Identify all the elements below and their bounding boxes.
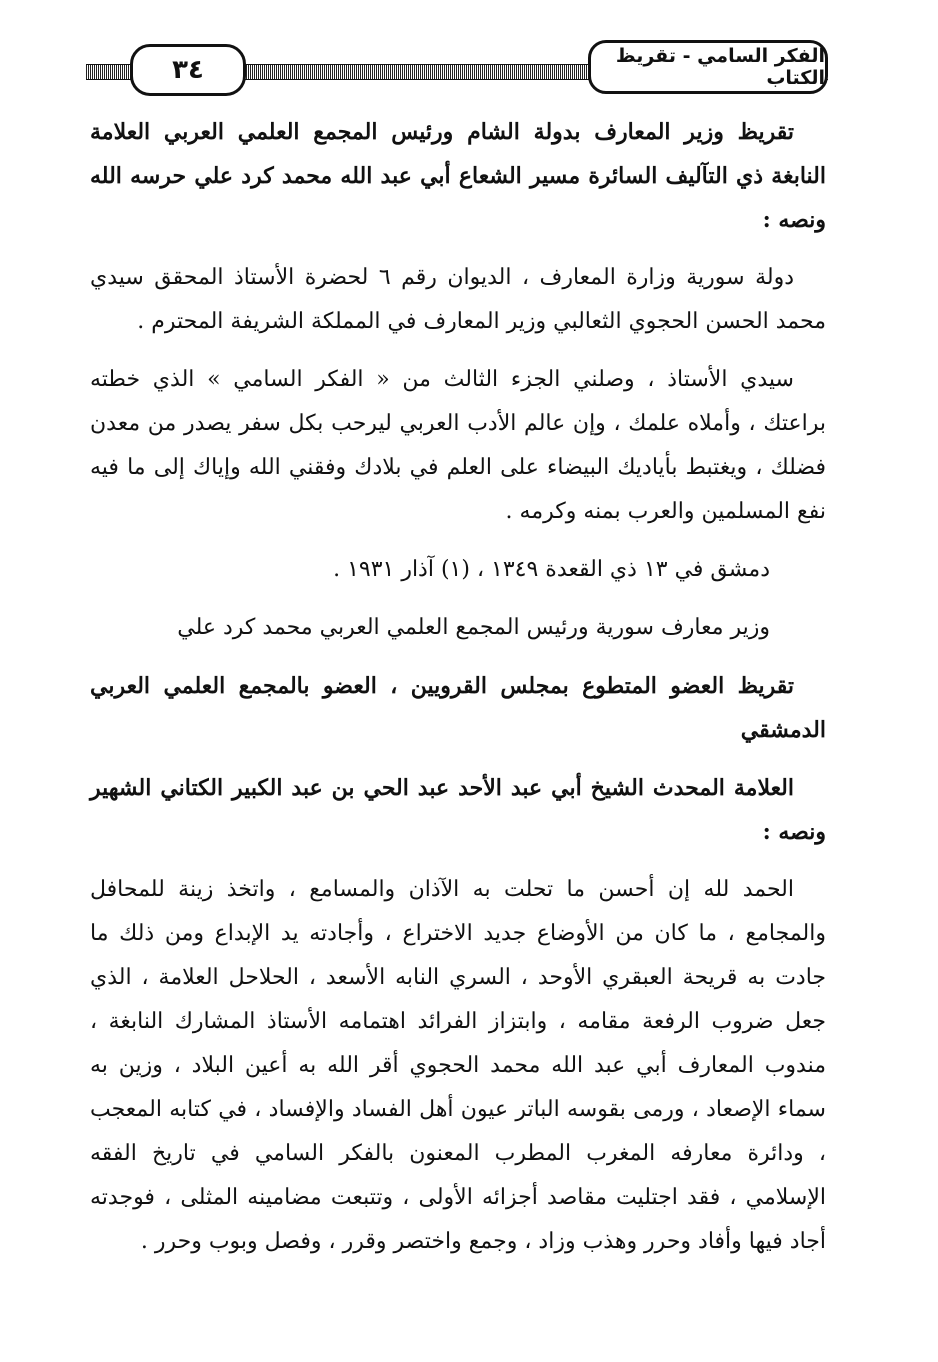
heading-first-endorsement: تقريظ وزير المعارف بدولة الشام ورئيس المجمع العلمي العربي العلامة النابغة ذي التآليف السائرة مسير الشعاع أبي عبد الله محمد كرد علي حرسه الله ونصه : — [90, 119, 826, 233]
heading-second-author: العلامة المحدث الشيخ أبي عبد الأحد عبد الحي بن عبد الكبير الكتاني الشهير ونصه : — [90, 775, 826, 845]
running-title-frame — [588, 40, 828, 94]
page-number-frame — [130, 44, 246, 96]
letter-date: دمشق في ١٣ ذي القعدة ١٣٤٩ ، (١) آذار ١٩٣١ . — [333, 557, 770, 582]
page-number: ٣٤ — [172, 55, 204, 85]
letter-body: سيدي الأستاذ ، وصلني الجزء الثالث من « الفكر السامي » الذي خطته براعتك ، وأملاه علمك ، وإن عالم الأدب العربي ليرحب بكل سفر يصدر من معدن فضلك ، ويغتبط بأياديك البيضاء على العلم في بلادك وفقني الله وإياك إلى ما فيه نفع المسلمين والعرب بمنه وكرمه . — [90, 367, 826, 524]
running-title: الفكر السامي - تقريظ الكتاب — [615, 45, 825, 89]
page-header — [86, 40, 828, 104]
page-body — [90, 110, 826, 1278]
letter-signature: وزير معارف سورية ورئيس المجمع العلمي العربي محمد كرد علي — [177, 615, 770, 640]
second-endorsement-text: الحمد لله إن أحسن ما تحلت به الآذان والمسامع ، واتخذ زينة للمحافل والمجامع ، ما كان من الأوضاع جديد الاختراع ، وأجادته يد الإبداع ومن ذلك ما جادت به قريحة العبقري الأوحد ، السري النابه الأسعد ، الحلاحل العلامة ، الذي جعل ضروب الرفعة مقامه ، وابتزاز الفرائد اهتمامه الأستاذ المشارك النابغة ، مندوب المعارف أبي عبد الله محمد الحجوي أقر الله به أعين البلاد ، وزين به سماء الإصعاد ، ورمى بقوسه الباتر عيون أهل الفساد والإفساد ، في كتابه المعجب ، ودائرة معارفه المغرب المطرب المعنون بالفكر السامي في تاريخ الفقه الإسلامي ، فقد اجتليت مقاصد أجزائه الأولى ، وتتبعت مضامينه المثلى ، فوجدته أجاد فيها وأفاد وحرر وهذب وزاد ، وجمع واختصر وقرر ، وفصل وبوب وحرر . — [90, 877, 826, 1254]
heading-second-endorsement: تقريظ العضو المتطوع بمجلس القرويين ، العضو بالمجمع العلمي العربي الدمشقي — [90, 673, 826, 743]
letter-address: دولة سورية وزارة المعارف ، الديوان رقم ٦ لحضرة الأستاذ المحقق سيدي محمد الحسن الحجوي الثعالبي وزير المعارف في المملكة الشريفة المحترم . — [90, 265, 826, 334]
